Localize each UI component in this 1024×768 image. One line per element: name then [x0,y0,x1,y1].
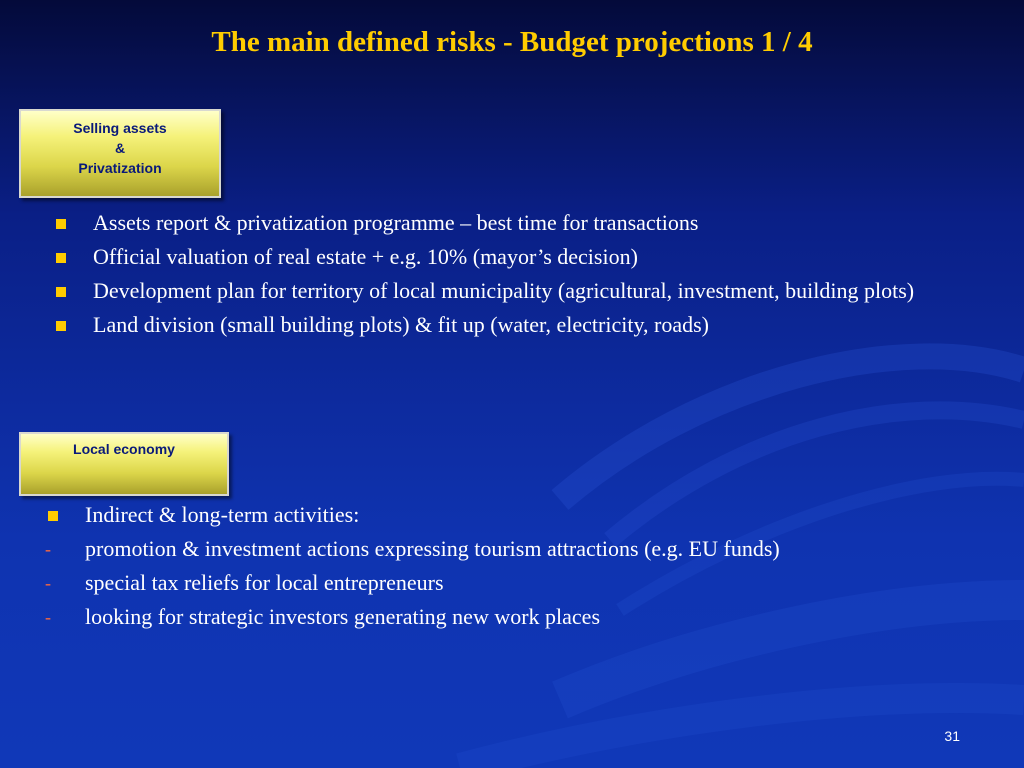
dash-item [45,604,1005,630]
bullet-item [93,278,973,304]
dash-text: special tax reliefs for local entrepreneurs [85,570,444,595]
dash-text: promotion & investment actions expressing tourism attractions (e.g. EU funds) [85,536,780,561]
square-bullet-icon [56,321,66,331]
bullet-text: Assets report & privatization programme – best time for transactions [93,210,699,235]
square-bullet-icon [56,253,66,263]
dash-item [45,536,1005,562]
selling-assets-box [19,109,221,198]
dash-bullet-icon: - [45,573,51,593]
local-economy-bullets [45,502,1005,638]
dash-bullet-icon: - [45,607,51,627]
box-line-2: & [114,140,126,156]
bullet-item [93,210,973,236]
box-label: Local economy [73,441,175,457]
square-bullet-icon [56,287,66,297]
selling-assets-bullets [93,210,973,346]
bullet-text: Official valuation of real estate + e.g. 10% (mayor’s decision) [93,244,638,269]
page-number: 31 [944,728,960,744]
local-economy-box [19,432,229,496]
bullet-text: Indirect & long-term activities: [85,502,360,527]
dash-text: looking for strategic investors generating new work places [85,604,601,629]
bullet-item [85,502,1005,528]
box-line-3: Privatization [78,160,162,176]
bullet-text: Land division (small building plots) & fit up (water, electricity, roads) [93,312,709,337]
bullet-item [93,312,973,338]
bullet-text: Development plan for territory of local municipality (agricultural, investment, building plots) [93,278,915,303]
dash-bullet-icon: - [45,539,51,559]
box-line-1: Selling assets [73,120,167,136]
dash-item [45,570,1005,596]
square-bullet-icon [48,511,58,521]
bullet-item [93,244,973,270]
square-bullet-icon [56,219,66,229]
slide-title: The main defined risks - Budget projections 1 / 4 [211,26,813,58]
